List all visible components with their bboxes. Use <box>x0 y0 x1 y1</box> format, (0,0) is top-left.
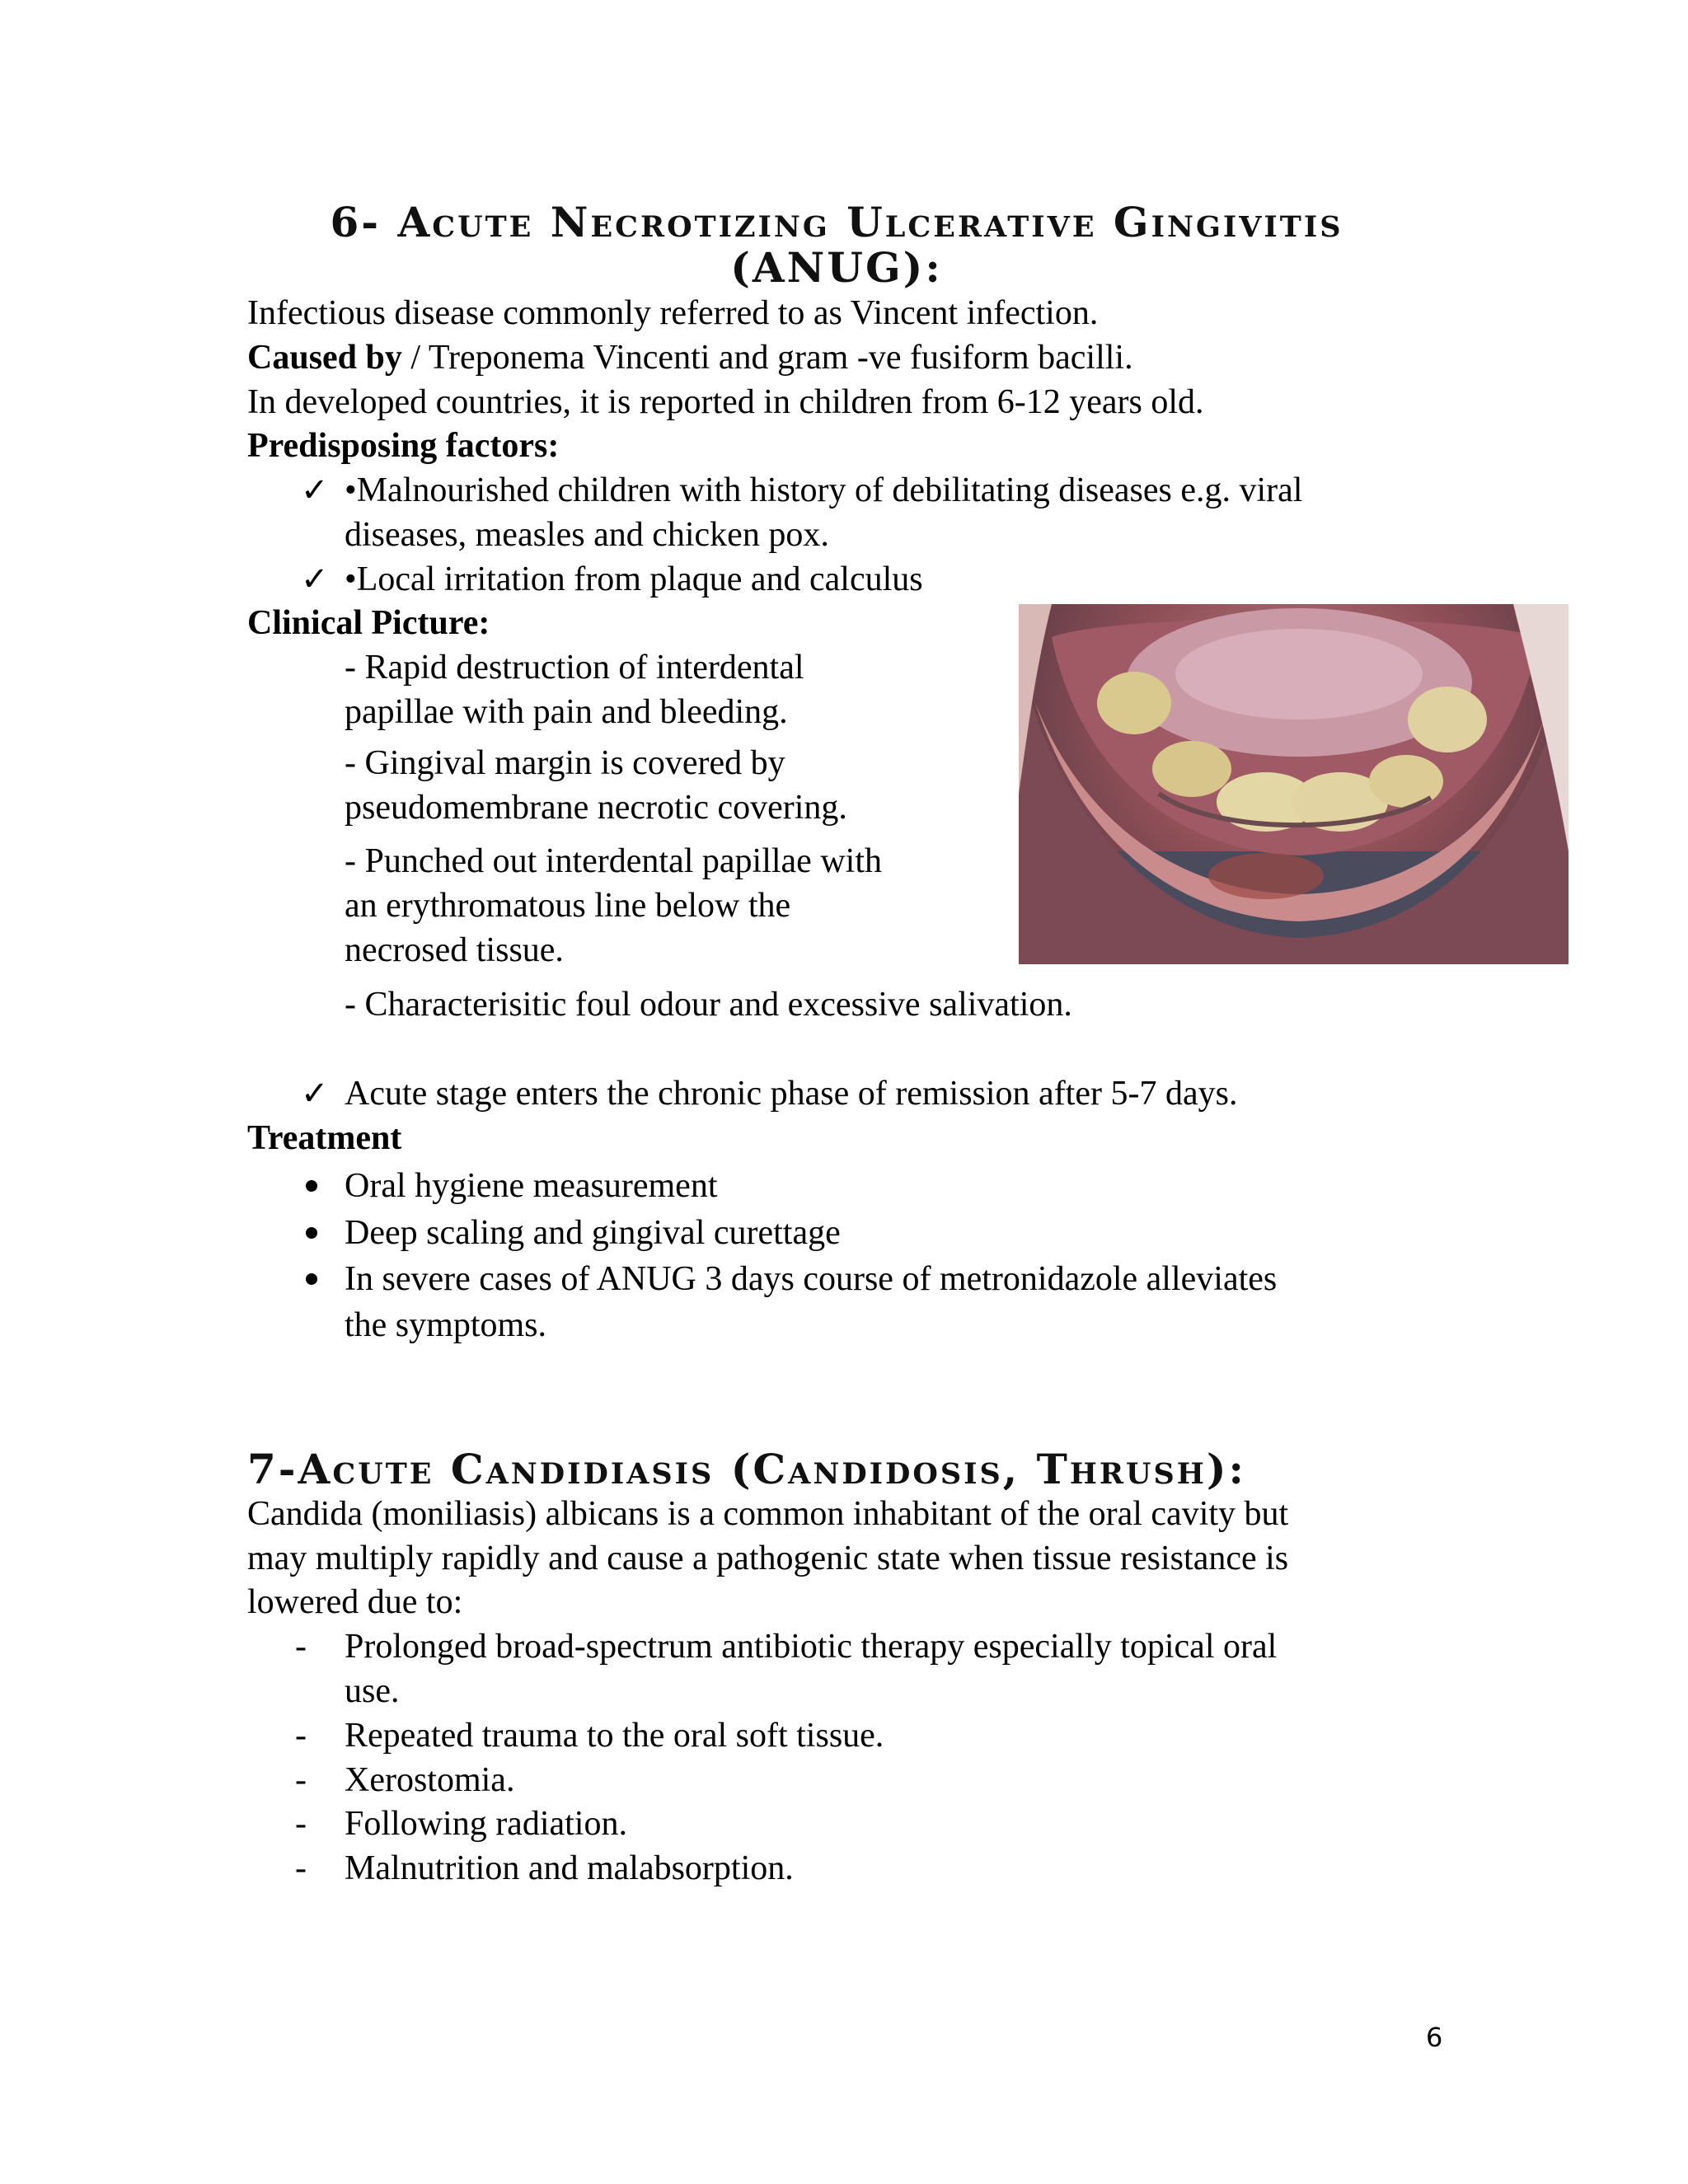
cause1-line2: use. <box>345 1672 400 1710</box>
factor1-line1: •Malnourished children with history of debilitating diseases e.g. viral <box>345 471 1303 509</box>
section6-intro: Infectious disease commonly referred to as Vincent infection. <box>247 294 1099 332</box>
clinical3-line3: necrosed tissue. <box>345 931 564 969</box>
page-number: 6 <box>1426 2022 1443 2053</box>
anug-mouth-photo <box>1019 604 1568 964</box>
clinical3-line1: - Punched out interdental papillae with <box>345 842 882 880</box>
caused-by-label: Caused by <box>247 339 402 377</box>
cause2-text: Repeated trauma to the oral soft tissue. <box>345 1717 884 1755</box>
clinical1-line2: papillae with pain and bleeding. <box>345 693 788 731</box>
treatment3-line2: the symptoms. <box>345 1306 547 1344</box>
section7-title: 7-Acute Candidiasis (Candidosis, Thrush): <box>247 1445 1246 1493</box>
factor1-line2: diseases, measles and chicken pox. <box>345 516 829 554</box>
dash-marker: - <box>295 1761 307 1799</box>
treatment2-text: Deep scaling and gingival curettage <box>345 1214 841 1252</box>
section6-title: 6- Acute Necrotizing Ulcerative Gingivitis (ANUG): <box>330 198 1343 292</box>
caused-by-text: / Treponema Vincenti and gram -ve fusiform bacilli. <box>401 339 1133 377</box>
check-icon: ✓ <box>301 471 329 509</box>
factor2-text: •Local irritation from plaque and calculus <box>345 560 923 598</box>
cause4-text: Following radiation. <box>345 1805 627 1843</box>
treatment3-line1: In severe cases of ANUG 3 days course of metronidazole alleviates <box>345 1260 1278 1298</box>
developed-countries-text: In developed countries, it is reported in children from 6-12 years old. <box>247 383 1204 421</box>
bullet-dot <box>306 1273 317 1285</box>
cause1-line1: Prolonged broad-spectrum antibiotic therapy especially topical oral <box>345 1628 1278 1666</box>
section7-intro-line1: Candida (moniliasis) albicans is a common inhabitant of the oral cavity but <box>247 1495 1289 1533</box>
predisposing-factors-label: Predisposing factors: <box>247 427 560 465</box>
clinical3-line2: an erythromatous line below the <box>345 887 791 925</box>
bullet-dot <box>306 1227 317 1239</box>
treatment1-text: Oral hygiene measurement <box>345 1167 718 1205</box>
section7-intro-line2: may multiply rapidly and cause a pathogenic state when tissue resistance is <box>247 1540 1289 1577</box>
cause3-text: Xerostomia. <box>345 1761 515 1799</box>
acute-stage-text: Acute stage enters the chronic phase of remission after 5-7 days. <box>345 1075 1238 1113</box>
clinical4-text: - Characterisitic foul odour and excessive salivation. <box>345 986 1072 1024</box>
check-icon: ✓ <box>301 1075 329 1113</box>
mouth-illustration <box>1019 604 1568 964</box>
clinical2-line1: - Gingival margin is covered by <box>345 744 785 782</box>
cause5-text: Malnutrition and malabsorption. <box>345 1849 794 1887</box>
clinical1-line1: - Rapid destruction of interdental <box>345 649 804 687</box>
dash-marker: - <box>295 1805 307 1843</box>
check-icon: ✓ <box>301 560 329 598</box>
caused-by-line <box>247 335 1133 380</box>
clinical2-line2: pseudomembrane necrotic covering. <box>345 789 847 827</box>
clinical-picture-label: Clinical Picture: <box>247 604 490 642</box>
dash-marker: - <box>295 1628 307 1666</box>
dash-marker: - <box>295 1717 307 1755</box>
section7-intro-line3: lowered due to: <box>247 1583 463 1621</box>
dash-marker: - <box>295 1849 307 1887</box>
treatment-label: Treatment <box>247 1119 402 1157</box>
bullet-dot <box>306 1180 317 1192</box>
